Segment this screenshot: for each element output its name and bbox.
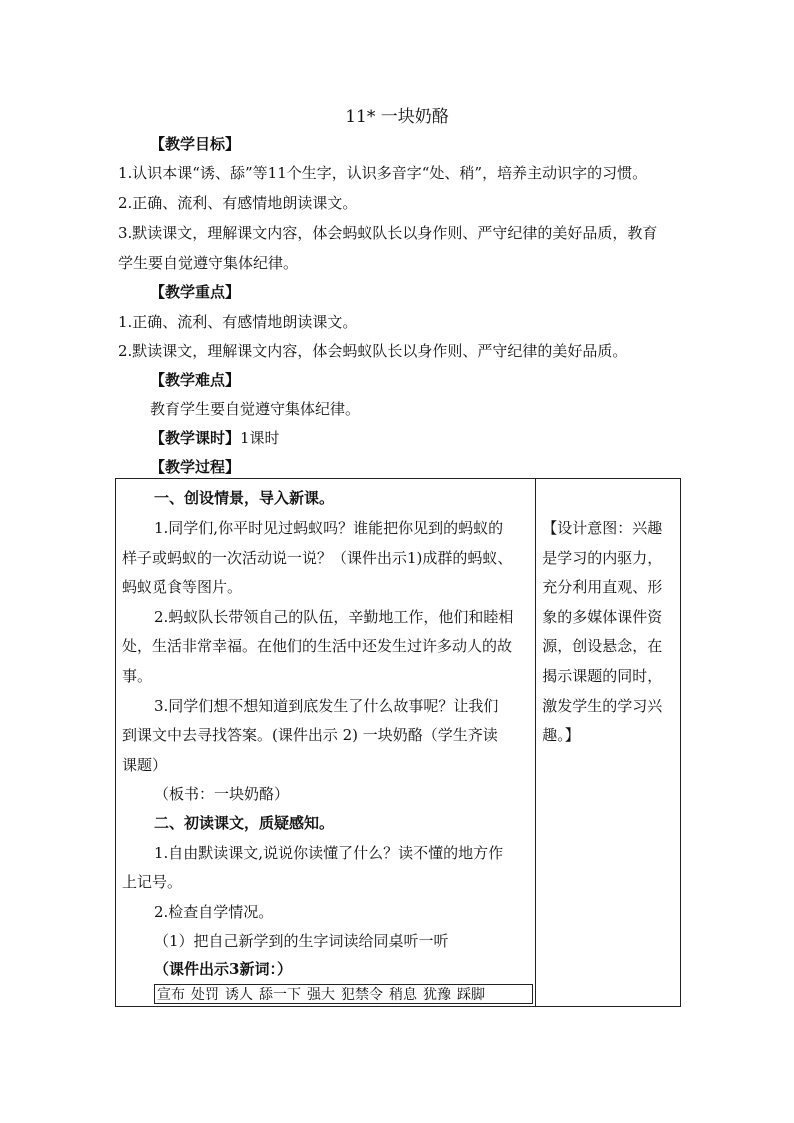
design-intent-line: 趣。】 <box>542 726 580 744</box>
process-line: 样子或蚂蚁的一次活动说一说？（课件出示1)成群的蚂蚁、 <box>122 549 513 567</box>
key-point-item: 1.正确、流利、有感情地朗读课文。 <box>118 313 358 331</box>
objective-item: 1.认识本课“诱、舔”等11个生字，认识多音字“处、稍”，培养主动识字的习惯。 <box>118 164 648 182</box>
vocab-word: 强大 <box>307 987 335 1003</box>
objective-item: 2.正确、流利、有感情地朗读课文。 <box>118 194 358 212</box>
vocab-word: 宣布 <box>157 987 185 1003</box>
vocab-word: 踩脚 <box>457 987 485 1003</box>
process-line: 1.自由默读课文,说说你读懂了什么？读不懂的地方作 <box>154 844 504 862</box>
process-line: （1）把自己新学到的生字词读给同桌听一听 <box>154 932 449 950</box>
page-title: 11* 一块奶酪 <box>345 107 449 127</box>
process-line: 事。 <box>122 667 153 685</box>
process-main-cell <box>116 479 536 1007</box>
hours-row <box>150 427 280 448</box>
process-table <box>115 478 681 1007</box>
process-line: 1.同学们,你平时见过蚂蚁吗？谁能把你见到的蚂蚁的 <box>154 519 504 537</box>
difficulties-heading: 【教学难点】 <box>150 371 241 389</box>
process-line: 上记号。 <box>122 873 183 891</box>
objectives-heading: 【教学目标】 <box>150 135 241 153</box>
section-heading: 一、创设情景，导入新课。 <box>154 489 335 507</box>
vocab-word: 处罚 <box>191 987 219 1003</box>
design-intent-line: 揭示课题的同时， <box>542 667 663 685</box>
vocab-word: 犹豫 <box>423 987 451 1003</box>
process-line: 课题） <box>122 756 168 774</box>
section-heading: 二、初读课文，质疑感知。 <box>154 814 335 832</box>
board-note: （板书：一块奶酪） <box>154 785 290 803</box>
objective-item: 学生要自觉遵守集体纪律。 <box>118 254 299 272</box>
design-intent-line: 象的多媒体课件资 <box>542 608 663 626</box>
process-line: 到课文中去寻找答案。(课件出示 2) 一块奶酪（学生齐读 <box>122 726 498 744</box>
hours-text: 1课时 <box>240 429 280 447</box>
design-intent-line: 是学习的内驱力， <box>542 549 663 567</box>
vocab-box <box>154 984 533 1004</box>
courseware-label: （课件出示3新词：） <box>154 960 292 978</box>
vocab-word: 诱人 <box>225 987 253 1003</box>
process-line: 2.蚂蚁队长带领自己的队伍，辛勤地工作，他们和睦相 <box>154 608 514 626</box>
process-line: 2.检查自学情况。 <box>154 903 274 921</box>
process-line: 处，生活非常幸福。在他们的生活中还发生过许多动人的故 <box>122 637 513 655</box>
process-line: 蚂蚁觅食等图片。 <box>122 578 243 596</box>
design-intent-line: 充分利用直观、形 <box>542 578 663 596</box>
vocab-word: 稍息 <box>389 987 417 1003</box>
design-intent-line: 【设计意图：兴趣 <box>542 519 663 537</box>
hours-heading: 【教学课时】 <box>150 429 241 447</box>
key-point-item: 2.默读课文，理解课文内容，体会蚂蚁队长以身作则、严守纪律的美好品质。 <box>118 342 628 360</box>
difficulties-text: 教育学生要自觉遵守集体纪律。 <box>150 400 361 418</box>
objective-item: 3.默读课文，理解课文内容，体会蚂蚁队长以身作则、严守纪律的美好品质，教育 <box>118 224 658 242</box>
design-intent-line: 激发学生的学习兴 <box>542 697 663 715</box>
design-intent-line: 源，创设悬念，在 <box>542 637 663 655</box>
key-points-heading: 【教学重点】 <box>150 283 241 301</box>
vocab-word: 犯禁令 <box>341 987 383 1003</box>
vocab-word: 舔一下 <box>259 987 301 1003</box>
process-heading: 【教学过程】 <box>150 458 241 476</box>
design-intent-cell <box>536 479 681 1007</box>
process-line: 3.同学们想不想知道到底发生了什么故事呢？让我们 <box>154 697 499 715</box>
